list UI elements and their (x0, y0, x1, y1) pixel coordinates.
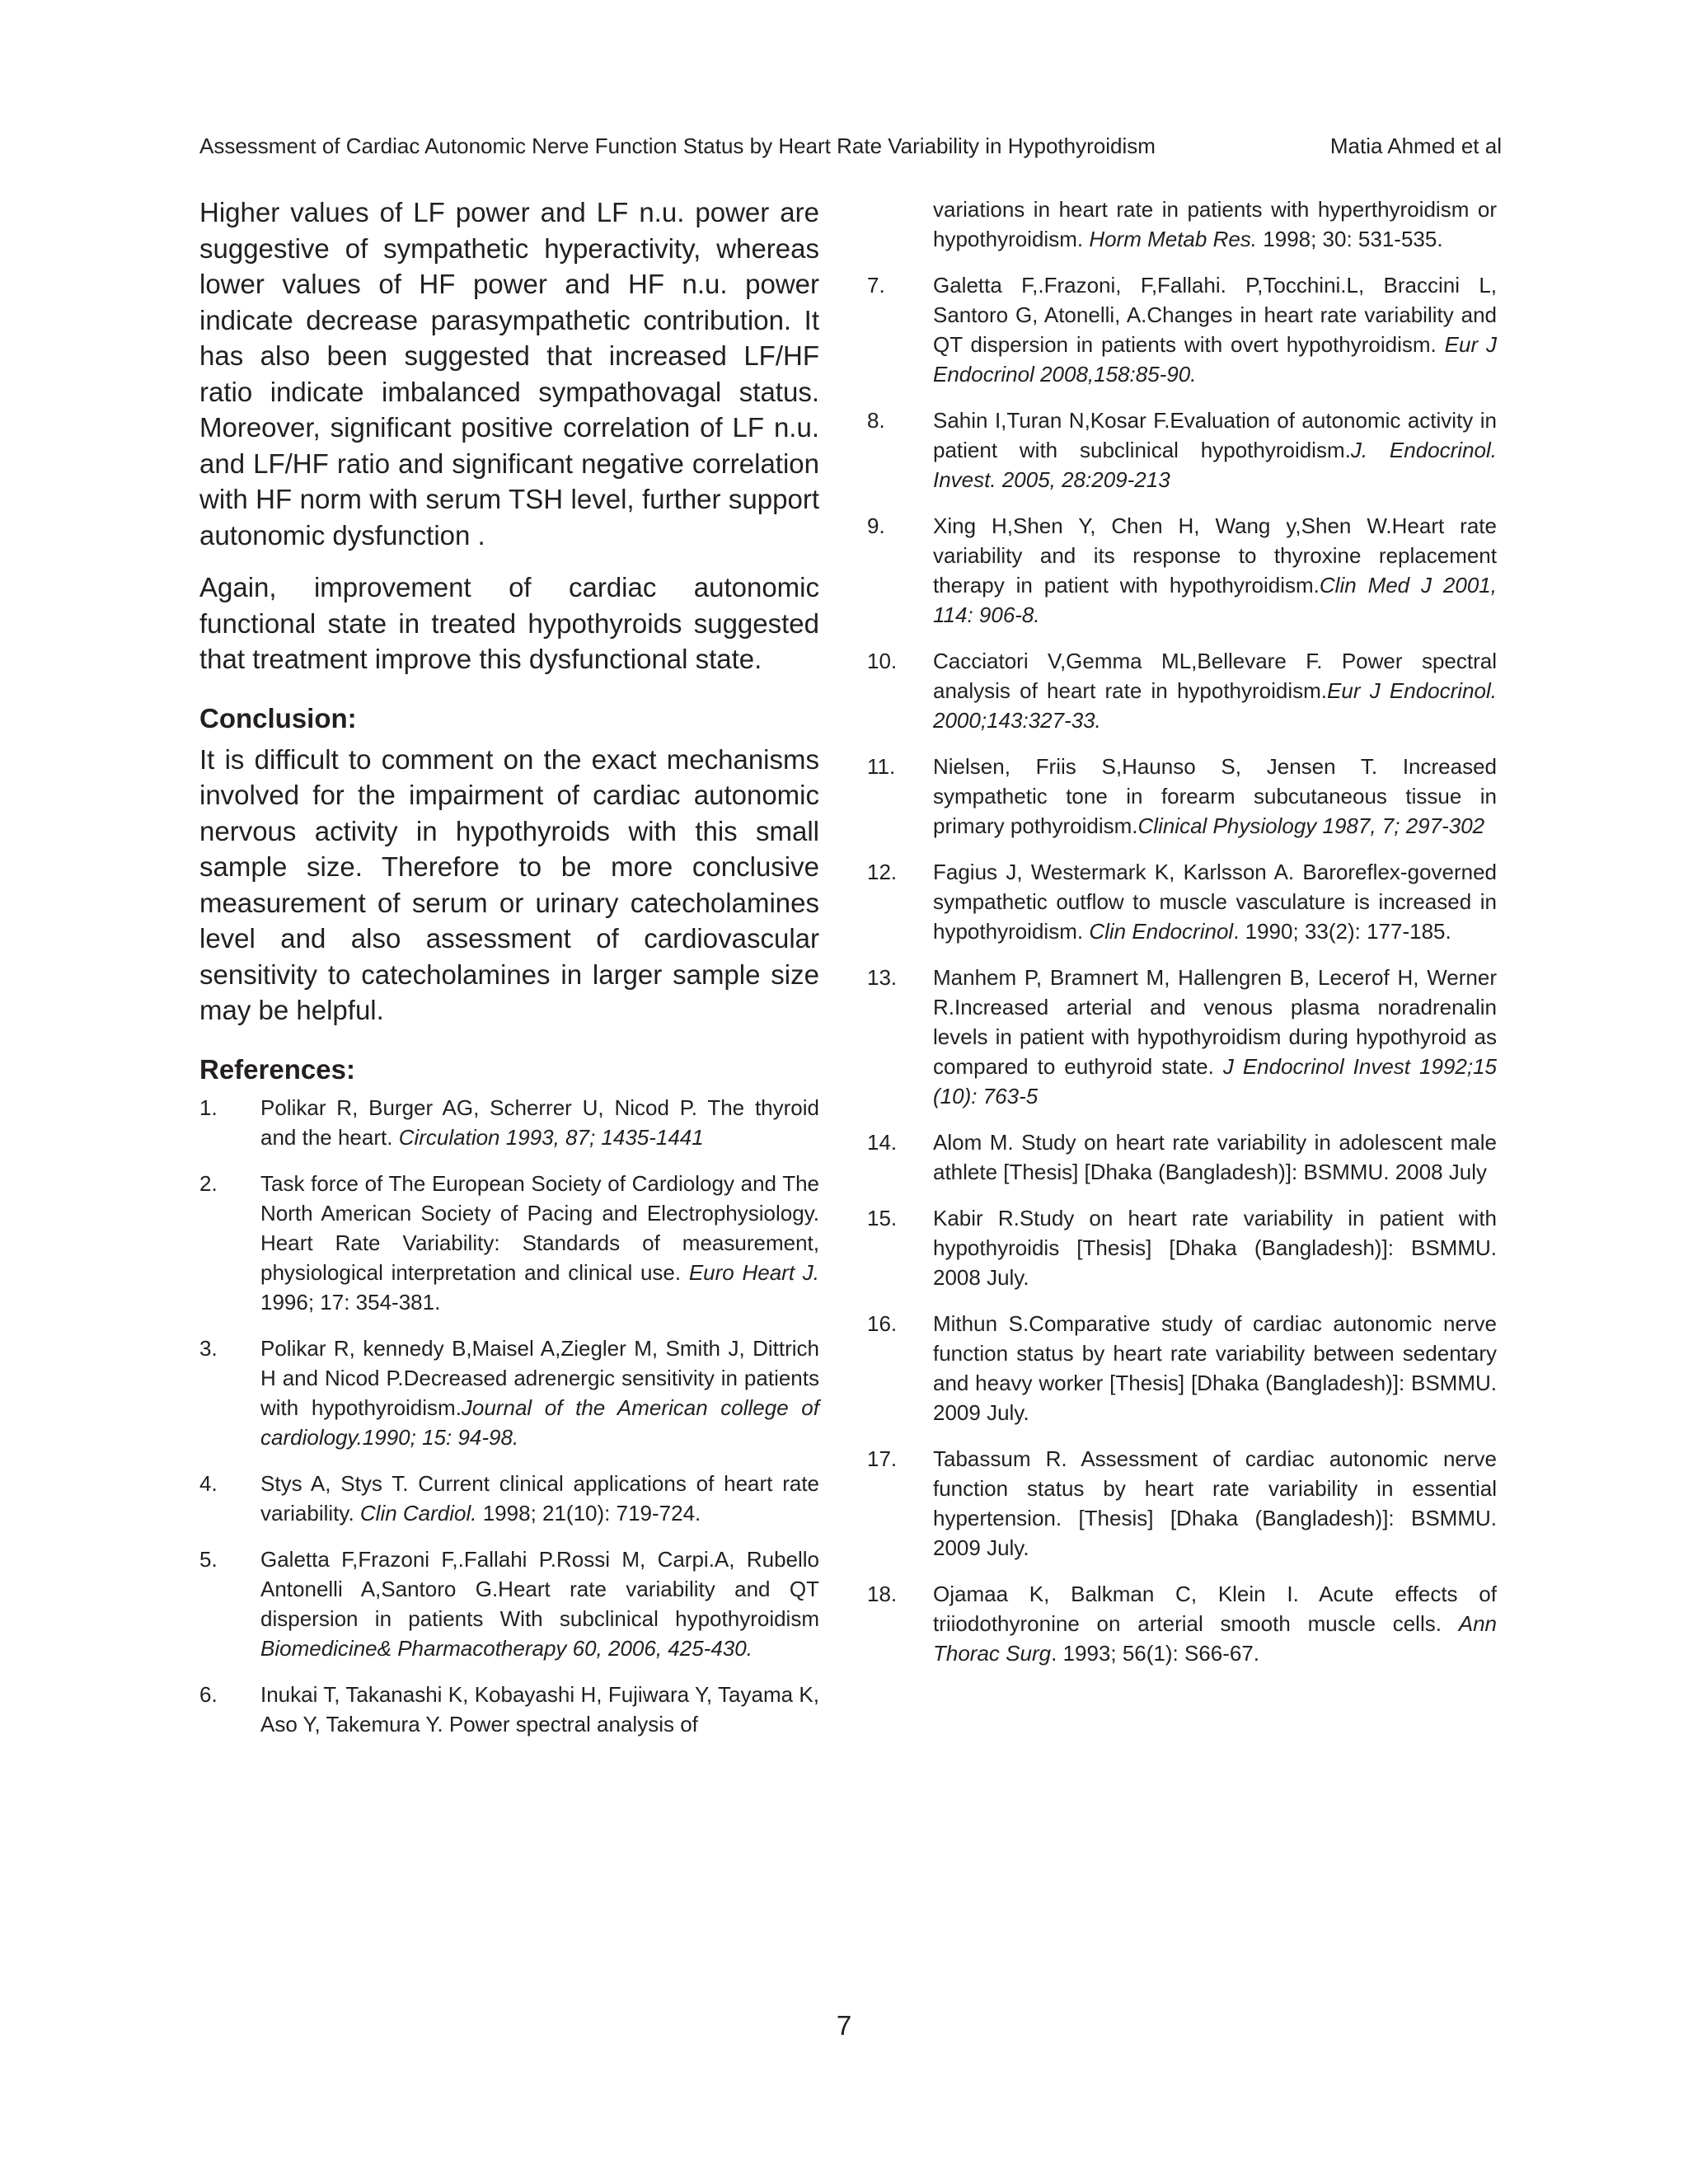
reference-body: Galetta F,Frazoni F,.Fallahi P.Rossi M, Carpi.A, Rubello Antonelli A,Santoro G.Heart rate variability and QT dispersion in patients With subclinical hypothyroidism (260, 1546, 819, 1631)
page-number: 7 (836, 2010, 852, 2041)
reference-journal: J. Endocrinol. Invest. 2005, 28:209-213 (933, 438, 1497, 492)
reference-item (867, 1444, 1497, 1563)
reference-text (933, 1309, 1497, 1427)
reference-item (199, 1544, 819, 1663)
reference-number: 1. (199, 1094, 218, 1120)
reference-text (260, 1333, 819, 1452)
reference-journal: Clinical Physiology 1987, 7; 297-302 (1137, 813, 1485, 838)
reference-journal: Biomedicine& Pharmacotherapy 60, 2006, 425-430. (260, 1635, 753, 1661)
reference-number: 3. (199, 1335, 218, 1361)
reference-text (260, 1093, 819, 1152)
reference-item (867, 752, 1497, 841)
references-list-left (199, 1093, 819, 1739)
reference-tail: . 1993; 56(1): S66-67. (1051, 1641, 1260, 1666)
reference-text (260, 1544, 819, 1663)
right-column (867, 194, 1497, 1685)
reference-tail: 1998; 30: 531-535. (1257, 227, 1443, 251)
reference-body: Kabir R.Study on heart rate variability in patient with hypothyroidis [Thesis] [Dhaka (Bangladesh)]: BSMMU. 2008 July. (933, 1206, 1497, 1290)
reference-journal: Horm Metab Res. (1089, 227, 1258, 251)
reference-text (933, 405, 1497, 494)
reference-item (867, 1203, 1497, 1292)
running-head-authors: Matia Ahmed et al (1329, 134, 1502, 158)
reference-journal: Ann Thorac Surg (933, 1611, 1497, 1666)
reference-text (933, 511, 1497, 630)
reference-journal: Clin Endocrinol (1089, 919, 1234, 944)
reference-item (867, 405, 1497, 494)
reference-text (260, 1680, 819, 1739)
reference-journal: Eur J Endocrinol. 2000;143:327-33. (933, 678, 1497, 733)
reference-body: Task force of The European Society of Cardiology and The North American Society of Pacing and Electrophysiology. Heart Rate Variability: Standards of measurement, physiological interpretation and clinical use. (260, 1170, 819, 1285)
reference-body: Ojamaa K, Balkman C, Klein I. Acute effects of triiodothyronine on arterial smooth muscle cells. (933, 1582, 1497, 1636)
running-head-title: Assessment of Cardiac Autonomic Nerve Function Status by Heart Rate Variability in Hypothyroidism (199, 134, 1156, 158)
reference-body: Polikar R, Burger AG, Scherrer U, Nicod P. The thyroid and the heart. (260, 1094, 819, 1150)
reference-journal: Euro Heart J. (688, 1259, 820, 1285)
reference-number: 7. (867, 273, 885, 298)
discussion-paragraph-2: Again, improvement of cardiac autonomic functional state in treated hypothyroids suggested that treatment improve this dysfunctional state. (199, 572, 819, 674)
reference-number: 8. (867, 408, 885, 433)
reference-journal: Journal of the American college of cardiology.1990; 15: 94-98. (260, 1394, 819, 1450)
reference-text (933, 752, 1497, 841)
reference-tail: 1998; 21(10): 719-724. (476, 1500, 701, 1526)
reference-body: Tabassum R. Assessment of cardiac autonomic nerve function status by heart rate variability in essential hypertension. [Thesis] [Dhaka (Bangladesh)]: BSMMU. 2009 July. (933, 1446, 1497, 1560)
reference-item (867, 511, 1497, 630)
reference-tail: . 1990; 33(2): 177-185. (1233, 919, 1451, 944)
reference-body: Fagius J, Westermark K, Karlsson A. Baroreflex-governed sympathetic outflow to muscle vasculature is increased in hypothyroidism. (933, 860, 1497, 944)
reference-number: 16. (867, 1311, 898, 1336)
reference-item (199, 1469, 819, 1528)
reference-number: 9. (867, 513, 885, 538)
reference-journal: J Endocrinol Invest 1992;15 (10): 763-5 (933, 1054, 1498, 1108)
reference-text (933, 270, 1497, 389)
reference-item (867, 270, 1497, 389)
reference-body: Nielsen, Friis S,Haunso S, Jensen T. Increased sympathetic tone in forearm subcutaneous tissue in primary pothyroidism. (933, 754, 1497, 838)
references-list-right (867, 194, 1497, 1668)
reference-journal: Eur J Endocrinol 2008,158:85-90. (933, 332, 1497, 387)
reference-number: 13. (867, 965, 898, 990)
reference-body: variations in heart rate in patients with hyperthyroidism or hypothyroidism. (933, 197, 1497, 251)
reference-tail: 1996; 17: 354-381. (260, 1289, 441, 1315)
reference-item-continued (867, 194, 1497, 254)
left-column (199, 194, 819, 1755)
reference-body: Cacciatori V,Gemma ML,Bellevare F. Power spectral analysis of heart rate in hypothyroidism. (933, 649, 1497, 703)
reference-body: Galetta F,.Frazoni, F,Fallahi. P,Tocchini.L, Braccini L, Santoro G, Atonelli, A.Changes in heart rate variability and QT dispersion in patients with overt hypothyroidism. (933, 273, 1497, 357)
reference-number: 18. (867, 1582, 898, 1606)
reference-number: 17. (867, 1446, 898, 1471)
conclusion-heading: Conclusion: (199, 702, 357, 733)
reference-number: 12. (867, 860, 898, 884)
reference-item (867, 1309, 1497, 1427)
reference-number: 6. (199, 1681, 218, 1707)
reference-text (260, 1469, 819, 1528)
reference-text (933, 646, 1497, 735)
reference-number: 2. (199, 1170, 218, 1196)
reference-text (933, 1127, 1497, 1187)
reference-item (199, 1680, 819, 1739)
reference-item (867, 963, 1497, 1111)
reference-item (867, 646, 1497, 735)
reference-item (199, 1169, 819, 1317)
reference-body: Manhem P, Bramnert M, Hallengren B, Lecerof H, Werner R.Increased arterial and venous plasma noradrenalin levels in patient with hypothyroidism during hypothyroid as compared to euthyroid state. (933, 965, 1497, 1079)
reference-item (867, 1579, 1497, 1668)
conclusion-paragraph: It is difficult to comment on the exact mechanisms involved for the impairment of cardiac autonomic nervous activity in hypothyroids with this small sample size. Therefore to be more conclusive measurement of serum or urinary catecholamines level and also assessment of cardiovascular sensitivity to catecholamines in larger sample size may be helpful. (199, 743, 819, 1025)
reference-text (933, 1203, 1497, 1292)
reference-body: Inukai T, Takanashi K, Kobayashi H, Fujiwara Y, Tayama K, Aso Y, Takemura Y. Power spectral analysis of (260, 1681, 819, 1736)
reference-body: Sahin I,Turan N,Kosar F.Evaluation of autonomic activity in patient with subclinical hypothyroidism. (933, 408, 1497, 462)
reference-number: 14. (867, 1130, 898, 1155)
reference-text (933, 194, 1497, 254)
reference-number: 10. (867, 649, 898, 673)
reference-journal: Circulation 1993, 87; 1435-1441 (398, 1124, 704, 1150)
reference-item (867, 857, 1497, 946)
reference-item (199, 1333, 819, 1452)
reference-text (933, 1579, 1497, 1668)
reference-number: 11. (867, 754, 896, 779)
reference-body: Alom M. Study on heart rate variability in adolescent male athlete [Thesis] [Dhaka (Bangladesh)]: BSMMU. 2008 July (933, 1130, 1497, 1184)
reference-text (933, 857, 1497, 946)
reference-text (933, 1444, 1497, 1563)
reference-body: Xing H,Shen Y, Chen H, Wang y,Shen W.Heart rate variability and its response to thyroxine replacement therapy in patient with hypothyroidism. (933, 513, 1497, 598)
references-heading: References: (199, 1053, 355, 1085)
reference-text (260, 1169, 819, 1317)
reference-number: 5. (199, 1546, 218, 1572)
reference-number (867, 194, 933, 254)
reference-body: Polikar R, kennedy B,Maisel A,Ziegler M, Smith J, Dittrich H and Nicod P.Decreased adrenergic sensitivity in patients with hypothyroidism. (260, 1335, 819, 1420)
discussion-paragraph-1: Higher values of LF power and LF n.u. power are suggestive of sympathetic hyperactivity, whereas lower values of HF power and HF n.u. power indicate decrease parasympathetic contribution. It has also been suggested that increased LF/HF ratio indicate imbalanced sympathovagal status. Moreover, significant positive correlation of LF n.u. and LF/HF ratio and significant negative correlation with HF norm with serum TSH level, further support autonomic dysfunction . (199, 197, 819, 551)
reference-body: Mithun S.Comparative study of cardiac autonomic nerve function status by heart rate variability between sedentary and heavy worker [Thesis] [Dhaka (Bangladesh)]: BSMMU. 2009 July. (933, 1311, 1497, 1425)
reference-item (199, 1093, 819, 1152)
reference-item (867, 1127, 1497, 1187)
reference-number: 4. (199, 1470, 218, 1496)
reference-journal: Clin Med J 2001, 114: 906-8. (933, 573, 1497, 627)
reference-journal: Clin Cardiol. (359, 1500, 477, 1526)
reference-body: Stys A, Stys T. Current clinical applications of heart rate variability. (260, 1470, 819, 1526)
reference-text (933, 963, 1497, 1111)
reference-number: 15. (867, 1206, 898, 1230)
running-head (199, 132, 1502, 160)
